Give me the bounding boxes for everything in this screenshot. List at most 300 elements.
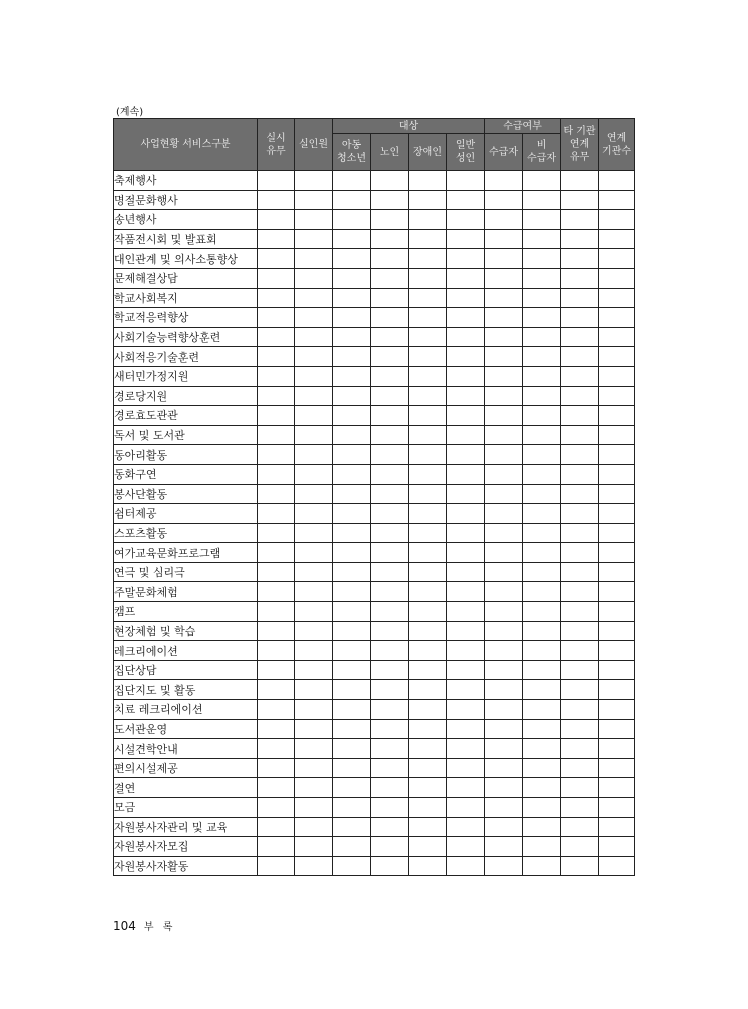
empty-cell	[447, 543, 485, 563]
empty-cell	[371, 641, 409, 661]
empty-cell	[485, 837, 523, 857]
empty-cell	[258, 288, 295, 308]
empty-cell	[599, 778, 635, 798]
empty-cell	[599, 602, 635, 622]
empty-cell	[599, 641, 635, 661]
empty-cell	[447, 190, 485, 210]
empty-cell	[599, 758, 635, 778]
empty-cell	[371, 582, 409, 602]
empty-cell	[523, 562, 561, 582]
row-label: 학교적응력향상	[114, 308, 258, 328]
empty-cell	[409, 719, 447, 739]
empty-cell	[295, 641, 333, 661]
empty-cell	[371, 425, 409, 445]
empty-cell	[447, 171, 485, 191]
empty-cell	[409, 171, 447, 191]
empty-cell	[333, 347, 371, 367]
empty-cell	[523, 327, 561, 347]
empty-cell	[295, 229, 333, 249]
empty-cell	[447, 700, 485, 720]
empty-cell	[258, 504, 295, 524]
empty-cell	[485, 484, 523, 504]
empty-cell	[295, 700, 333, 720]
empty-cell	[523, 660, 561, 680]
empty-cell	[258, 523, 295, 543]
empty-cell	[333, 366, 371, 386]
table-row	[114, 504, 635, 524]
empty-cell	[599, 680, 635, 700]
empty-cell	[447, 327, 485, 347]
table-row	[114, 268, 635, 288]
table-row	[114, 190, 635, 210]
empty-cell	[371, 406, 409, 426]
row-label: 모금	[114, 798, 258, 818]
table-row	[114, 308, 635, 328]
empty-cell	[333, 856, 371, 876]
header-staff: 실인원	[295, 119, 333, 171]
empty-cell	[371, 621, 409, 641]
empty-cell	[523, 425, 561, 445]
empty-cell	[371, 700, 409, 720]
empty-cell	[523, 621, 561, 641]
table-row	[114, 700, 635, 720]
empty-cell	[258, 700, 295, 720]
empty-cell	[599, 504, 635, 524]
row-label: 캠프	[114, 602, 258, 622]
empty-cell	[258, 327, 295, 347]
empty-cell	[561, 308, 599, 328]
service-status-table	[113, 118, 635, 876]
empty-cell	[599, 366, 635, 386]
empty-cell	[523, 778, 561, 798]
empty-cell	[295, 425, 333, 445]
table-row	[114, 602, 635, 622]
empty-cell	[333, 621, 371, 641]
row-label: 편의시설제공	[114, 758, 258, 778]
empty-cell	[295, 504, 333, 524]
empty-cell	[447, 523, 485, 543]
empty-cell	[447, 308, 485, 328]
empty-cell	[333, 249, 371, 269]
empty-cell	[523, 366, 561, 386]
empty-cell	[523, 719, 561, 739]
empty-cell	[599, 464, 635, 484]
empty-cell	[561, 249, 599, 269]
empty-cell	[409, 386, 447, 406]
empty-cell	[523, 798, 561, 818]
header-target-child: 아동 청소년	[333, 134, 371, 171]
row-label: 대인관계 및 의사소통향상	[114, 249, 258, 269]
empty-cell	[561, 406, 599, 426]
empty-cell	[333, 739, 371, 759]
empty-cell	[333, 504, 371, 524]
empty-cell	[485, 210, 523, 230]
empty-cell	[295, 288, 333, 308]
empty-cell	[447, 719, 485, 739]
empty-cell	[599, 171, 635, 191]
empty-cell	[295, 386, 333, 406]
row-label: 봉사단활동	[114, 484, 258, 504]
empty-cell	[409, 660, 447, 680]
empty-cell	[409, 210, 447, 230]
empty-cell	[561, 288, 599, 308]
empty-cell	[599, 210, 635, 230]
empty-cell	[447, 837, 485, 857]
empty-cell	[523, 837, 561, 857]
empty-cell	[409, 602, 447, 622]
empty-cell	[599, 308, 635, 328]
table-row	[114, 464, 635, 484]
header-target-elderly: 노인	[371, 134, 409, 171]
empty-cell	[258, 562, 295, 582]
empty-cell	[371, 268, 409, 288]
empty-cell	[599, 268, 635, 288]
empty-cell	[258, 739, 295, 759]
empty-cell	[371, 210, 409, 230]
empty-cell	[485, 229, 523, 249]
empty-cell	[523, 210, 561, 230]
empty-cell	[523, 582, 561, 602]
table-row	[114, 621, 635, 641]
row-label: 독서 및 도서관	[114, 425, 258, 445]
empty-cell	[561, 229, 599, 249]
empty-cell	[561, 582, 599, 602]
empty-cell	[295, 445, 333, 465]
empty-cell	[409, 445, 447, 465]
empty-cell	[258, 837, 295, 857]
empty-cell	[409, 484, 447, 504]
empty-cell	[485, 758, 523, 778]
empty-cell	[485, 641, 523, 661]
empty-cell	[371, 249, 409, 269]
empty-cell	[561, 680, 599, 700]
empty-cell	[485, 798, 523, 818]
empty-cell	[371, 190, 409, 210]
empty-cell	[447, 229, 485, 249]
empty-cell	[447, 288, 485, 308]
empty-cell	[333, 308, 371, 328]
empty-cell	[258, 856, 295, 876]
empty-cell	[371, 739, 409, 759]
continued-label: (계속)	[116, 107, 144, 118]
table-row	[114, 229, 635, 249]
empty-cell	[561, 464, 599, 484]
empty-cell	[409, 856, 447, 876]
empty-cell	[561, 837, 599, 857]
section-label: 부 록	[143, 922, 176, 933]
table-row	[114, 739, 635, 759]
empty-cell	[409, 327, 447, 347]
header-target-adult: 일반 성인	[447, 134, 485, 171]
table-row	[114, 171, 635, 191]
empty-cell	[409, 425, 447, 445]
empty-cell	[599, 484, 635, 504]
table-row	[114, 366, 635, 386]
table-row	[114, 719, 635, 739]
empty-cell	[447, 621, 485, 641]
empty-cell	[371, 445, 409, 465]
table-row	[114, 837, 635, 857]
empty-cell	[371, 680, 409, 700]
empty-cell	[523, 406, 561, 426]
empty-cell	[599, 660, 635, 680]
empty-cell	[447, 856, 485, 876]
empty-cell	[561, 327, 599, 347]
empty-cell	[447, 680, 485, 700]
empty-cell	[258, 680, 295, 700]
table-row	[114, 347, 635, 367]
row-label: 집단상담	[114, 660, 258, 680]
empty-cell	[447, 386, 485, 406]
empty-cell	[295, 739, 333, 759]
empty-cell	[258, 641, 295, 661]
row-label: 자원봉사자관리 및 교육	[114, 817, 258, 837]
empty-cell	[599, 523, 635, 543]
row-label: 동아리활동	[114, 445, 258, 465]
empty-cell	[295, 308, 333, 328]
header-target-disabled: 장애인	[409, 134, 447, 171]
empty-cell	[258, 210, 295, 230]
empty-cell	[333, 464, 371, 484]
empty-cell	[295, 171, 333, 191]
empty-cell	[295, 210, 333, 230]
table-body	[114, 171, 635, 876]
empty-cell	[295, 484, 333, 504]
empty-cell	[333, 680, 371, 700]
empty-cell	[561, 641, 599, 661]
empty-cell	[333, 288, 371, 308]
empty-cell	[371, 817, 409, 837]
empty-cell	[447, 366, 485, 386]
empty-cell	[561, 171, 599, 191]
empty-cell	[333, 406, 371, 426]
empty-cell	[561, 386, 599, 406]
empty-cell	[561, 700, 599, 720]
empty-cell	[523, 308, 561, 328]
empty-cell	[295, 523, 333, 543]
empty-cell	[409, 758, 447, 778]
empty-cell	[409, 641, 447, 661]
row-label: 현장체험 및 학습	[114, 621, 258, 641]
empty-cell	[599, 288, 635, 308]
empty-cell	[371, 719, 409, 739]
header-exec: 실시 유무	[258, 119, 295, 171]
empty-cell	[599, 856, 635, 876]
empty-cell	[295, 190, 333, 210]
empty-cell	[333, 700, 371, 720]
table-row	[114, 249, 635, 269]
empty-cell	[561, 445, 599, 465]
empty-cell	[561, 366, 599, 386]
empty-cell	[523, 504, 561, 524]
empty-cell	[599, 327, 635, 347]
empty-cell	[409, 249, 447, 269]
empty-cell	[295, 582, 333, 602]
row-label: 새터민가정지원	[114, 366, 258, 386]
empty-cell	[447, 758, 485, 778]
table-row	[114, 543, 635, 563]
empty-cell	[447, 249, 485, 269]
empty-cell	[523, 288, 561, 308]
empty-cell	[258, 190, 295, 210]
empty-cell	[599, 347, 635, 367]
empty-cell	[561, 739, 599, 759]
empty-cell	[333, 190, 371, 210]
table-row	[114, 386, 635, 406]
empty-cell	[333, 778, 371, 798]
empty-cell	[409, 347, 447, 367]
empty-cell	[561, 523, 599, 543]
empty-cell	[523, 758, 561, 778]
empty-cell	[295, 660, 333, 680]
empty-cell	[485, 366, 523, 386]
empty-cell	[561, 190, 599, 210]
empty-cell	[447, 268, 485, 288]
empty-cell	[258, 171, 295, 191]
empty-cell	[295, 543, 333, 563]
empty-cell	[599, 386, 635, 406]
empty-cell	[371, 171, 409, 191]
empty-cell	[258, 249, 295, 269]
empty-cell	[561, 817, 599, 837]
row-label: 경로당지원	[114, 386, 258, 406]
empty-cell	[485, 504, 523, 524]
empty-cell	[409, 229, 447, 249]
empty-cell	[258, 425, 295, 445]
empty-cell	[485, 778, 523, 798]
empty-cell	[295, 817, 333, 837]
empty-cell	[333, 758, 371, 778]
table-row	[114, 798, 635, 818]
empty-cell	[523, 700, 561, 720]
empty-cell	[447, 445, 485, 465]
empty-cell	[258, 445, 295, 465]
row-label: 쉼터제공	[114, 504, 258, 524]
empty-cell	[599, 739, 635, 759]
row-label: 자원봉사자활동	[114, 856, 258, 876]
empty-cell	[523, 347, 561, 367]
empty-cell	[447, 817, 485, 837]
row-label: 자원봉사자모집	[114, 837, 258, 857]
table-row	[114, 210, 635, 230]
empty-cell	[485, 386, 523, 406]
empty-cell	[333, 386, 371, 406]
empty-cell	[371, 229, 409, 249]
row-label: 스포츠활동	[114, 523, 258, 543]
empty-cell	[599, 837, 635, 857]
empty-cell	[485, 288, 523, 308]
empty-cell	[485, 700, 523, 720]
empty-cell	[258, 543, 295, 563]
empty-cell	[258, 582, 295, 602]
empty-cell	[485, 190, 523, 210]
header-recipient: 수급자	[485, 134, 523, 171]
empty-cell	[561, 660, 599, 680]
table-row	[114, 327, 635, 347]
empty-cell	[485, 406, 523, 426]
row-label: 주말문화체험	[114, 582, 258, 602]
empty-cell	[409, 504, 447, 524]
empty-cell	[409, 739, 447, 759]
empty-cell	[561, 484, 599, 504]
empty-cell	[371, 386, 409, 406]
empty-cell	[523, 680, 561, 700]
table-row	[114, 484, 635, 504]
empty-cell	[409, 543, 447, 563]
empty-cell	[333, 484, 371, 504]
empty-cell	[295, 621, 333, 641]
empty-cell	[485, 739, 523, 759]
empty-cell	[561, 856, 599, 876]
empty-cell	[333, 543, 371, 563]
empty-cell	[561, 758, 599, 778]
empty-cell	[409, 288, 447, 308]
empty-cell	[295, 562, 333, 582]
table-row	[114, 582, 635, 602]
empty-cell	[447, 562, 485, 582]
empty-cell	[599, 445, 635, 465]
header-other-link: 타 기관 연계 유무	[561, 119, 599, 171]
empty-cell	[295, 366, 333, 386]
empty-cell	[561, 562, 599, 582]
empty-cell	[561, 504, 599, 524]
empty-cell	[409, 406, 447, 426]
table-row	[114, 562, 635, 582]
empty-cell	[258, 308, 295, 328]
header-target-group: 대상	[333, 119, 485, 134]
empty-cell	[447, 504, 485, 524]
empty-cell	[371, 464, 409, 484]
empty-cell	[258, 464, 295, 484]
empty-cell	[371, 798, 409, 818]
empty-cell	[371, 523, 409, 543]
table-row	[114, 641, 635, 661]
empty-cell	[409, 308, 447, 328]
empty-cell	[258, 758, 295, 778]
empty-cell	[561, 798, 599, 818]
empty-cell	[409, 621, 447, 641]
empty-cell	[447, 406, 485, 426]
empty-cell	[561, 543, 599, 563]
empty-cell	[371, 562, 409, 582]
empty-cell	[371, 758, 409, 778]
empty-cell	[599, 229, 635, 249]
empty-cell	[409, 778, 447, 798]
empty-cell	[447, 464, 485, 484]
empty-cell	[561, 778, 599, 798]
empty-cell	[371, 837, 409, 857]
empty-cell	[485, 268, 523, 288]
empty-cell	[523, 543, 561, 563]
row-label: 축제행사	[114, 171, 258, 191]
empty-cell	[371, 660, 409, 680]
empty-cell	[371, 347, 409, 367]
empty-cell	[295, 837, 333, 857]
empty-cell	[258, 817, 295, 837]
empty-cell	[561, 268, 599, 288]
empty-cell	[333, 602, 371, 622]
empty-cell	[599, 817, 635, 837]
row-label: 명절문화행사	[114, 190, 258, 210]
empty-cell	[447, 347, 485, 367]
empty-cell	[523, 817, 561, 837]
empty-cell	[295, 680, 333, 700]
row-label: 레크리에이션	[114, 641, 258, 661]
empty-cell	[409, 366, 447, 386]
header-link-count: 연계 기관수	[599, 119, 635, 171]
empty-cell	[561, 602, 599, 622]
empty-cell	[371, 602, 409, 622]
